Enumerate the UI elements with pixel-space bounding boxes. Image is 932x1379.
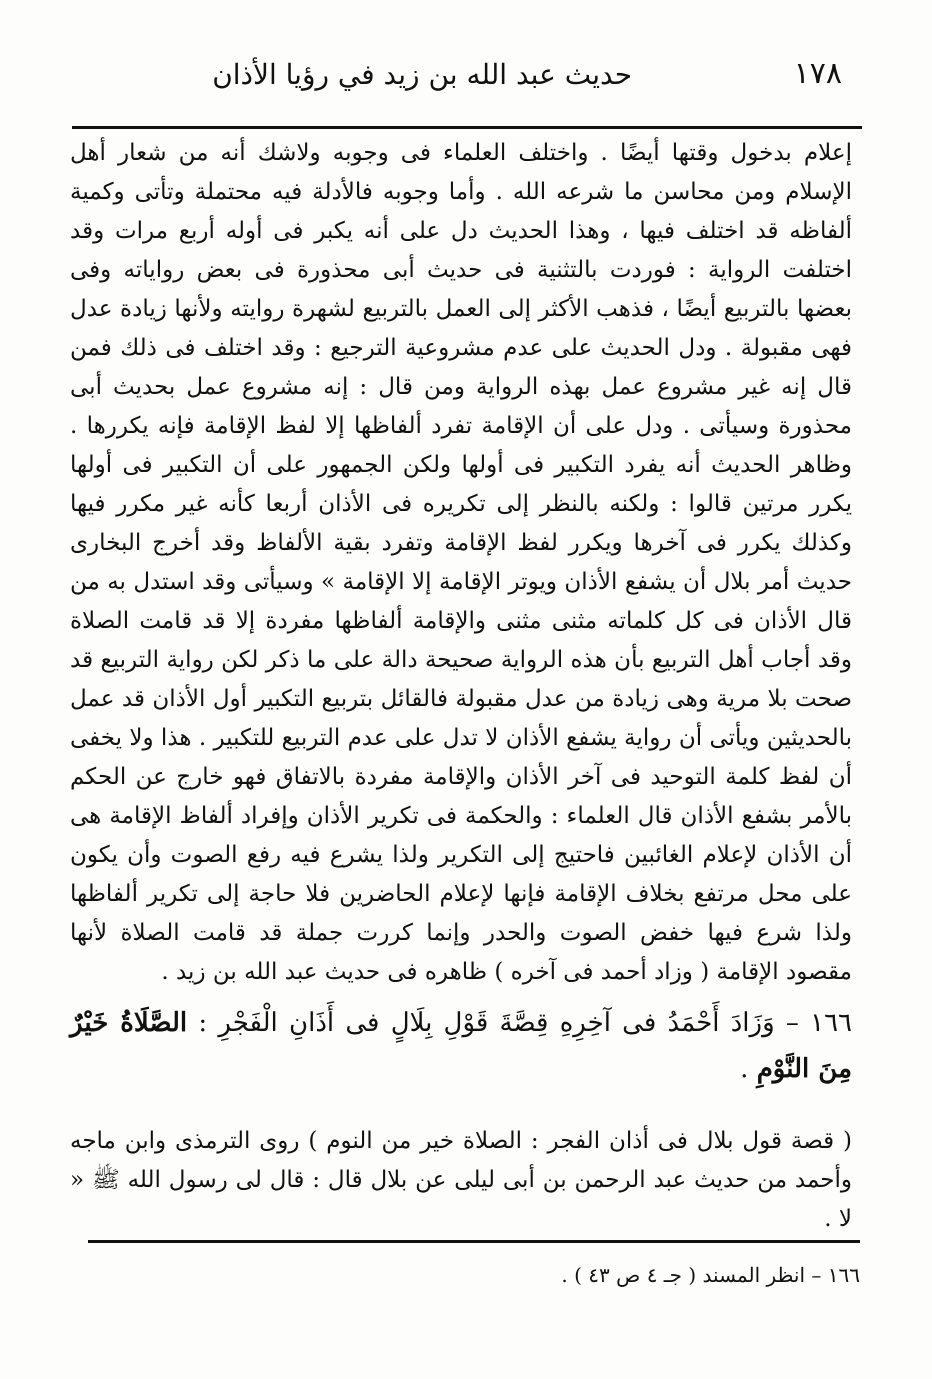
body-paragraph: إعلام بدخول وقتها أيضًا . واختلف العلماء فى وجوبه ولاشك أنه من شعار أهل الإسلام ومن محاسن ما شرعه الله . وأما وجوبه فالأدلة فيه محتملة وتأتى وكمية ألفاظه قد اختلف فيها ، وهذا الحديث دل على أنه يكبر فى أوله أربع مرات وقد اختلفت الرواية : فوردت بالتثنية فى حديث أبى محذورة فى بعض رواياته وفى بعضها بالتربيع أيضًا ، فذهب الأكثر إلى العمل بالتربيع لشهرة روايته ولأنها زيادة عدل فهى مقبولة . ودل الحديث على عدم مشروعية الترجيع : وقد اختلف فى ذلك فمن قال إنه غير مشروع عمل بهذه الرواية ومن قال : إنه مشروع عمل بحديث أبى محذورة وسيأتى . ودل على أن الإقامة تفرد ألفاظها إلا لفظ الإقامة فإنه يكررها . وظاهر الحديث أنه يفرد التكبير فى أولها ولكن الجمهور على أن التكبير فى أولها يكرر مرتين قالوا : ولكنه بالنظر إلى تكريره فى الأذان أربعا كأنه غير مكرر فيها وكذلك يكرر فى آخرها ويكرر لفظ الإقامة وتفرد بقية الألفاظ وقد أخرج البخارى حديث أمر بلال أن يشفع الأذان ويوتر الإقامة إلا الإقامة » وسيأتى وقد استدل به من قال الأذان فى كل كلماته مثنى مثنى والإقامة ألفاظها مفردة إلا قد قامت الصلاة وقد أجاب أهل التربيع بأن هذه الرواية صحيحة دالة على ما ذكر لكن رواية التربيع قد صحت بلا مرية وهى زيادة من عدل مقبولة فالقائل بتربيع التكبير أول الأذان قد عمل بالحديثين ويأتى أن رواية يشفع الأذان لا تدل على عدم التربيع للتكبير . هذا ولا يخفى أن لفظ كلمة التوحيد فى آخر الأذان والإقامة مفردة بالاتفاق فهو خارج عن الحكم بالأمر بشفع الأذان قال العلماء : والحكمة فى تكرير الأذان وإفراد ألفاظ الإقامة هى أن الأذان لإعلام الغائبين فاحتيج إلى التكرير ولذا يشرع فيه رفع الصوت وأن يكون على محل مرتفع بخلاف الإقامة فإنها لإعلام الحاضرين فلا حاجة إلى تكرير ألفاظها ولذا شرع فيها خفض الصوت والحدر وإنما كررت جملة قد قامت الصلاة لأنها مقصود الإقامة ( وزاد أحمد فى آخره ) ظاهره فى حديث عبد الله بن زيد . bbox=[70, 140, 852, 985]
hadith-commentary: ( قصة قول بلال فى أذان الفجر : الصلاة خير من النوم ) روى الترمذى وابن ماجه وأحمد من حديث عبد الرحمن بن أبى ليلى عن بلال قال : قال لى رسول الله ﷺ « لا . bbox=[70, 1128, 852, 1232]
hadith-number: ١٦٦ – bbox=[785, 1008, 853, 1038]
hadith-bold-text: الصَّلَاةُ خَيْرٌ مِنَ النَّوْمِ bbox=[70, 1008, 852, 1084]
page-number: ١٧٨ bbox=[793, 56, 842, 91]
footnote-rule bbox=[88, 1240, 860, 1243]
footnote: ١٦٦ – انظر المسند ( جـ ٤ ص ٤٣ ) . bbox=[561, 1263, 860, 1287]
header-rule bbox=[72, 126, 862, 129]
main-body-text bbox=[70, 134, 852, 992]
hadith-end: . bbox=[740, 1054, 757, 1084]
hadith-166 bbox=[70, 1000, 852, 1092]
running-head: حديث عبد الله بن زيد في رؤيا الأذان bbox=[212, 58, 632, 91]
hadith-text: وَزَادَ أَحْمَدُ فى آخِرِهِ قِصَّةَ قَوْلِ بِلَالٍ فى أَذَانِ الْفَجْرِ : bbox=[198, 1008, 775, 1038]
page-header bbox=[70, 50, 862, 120]
